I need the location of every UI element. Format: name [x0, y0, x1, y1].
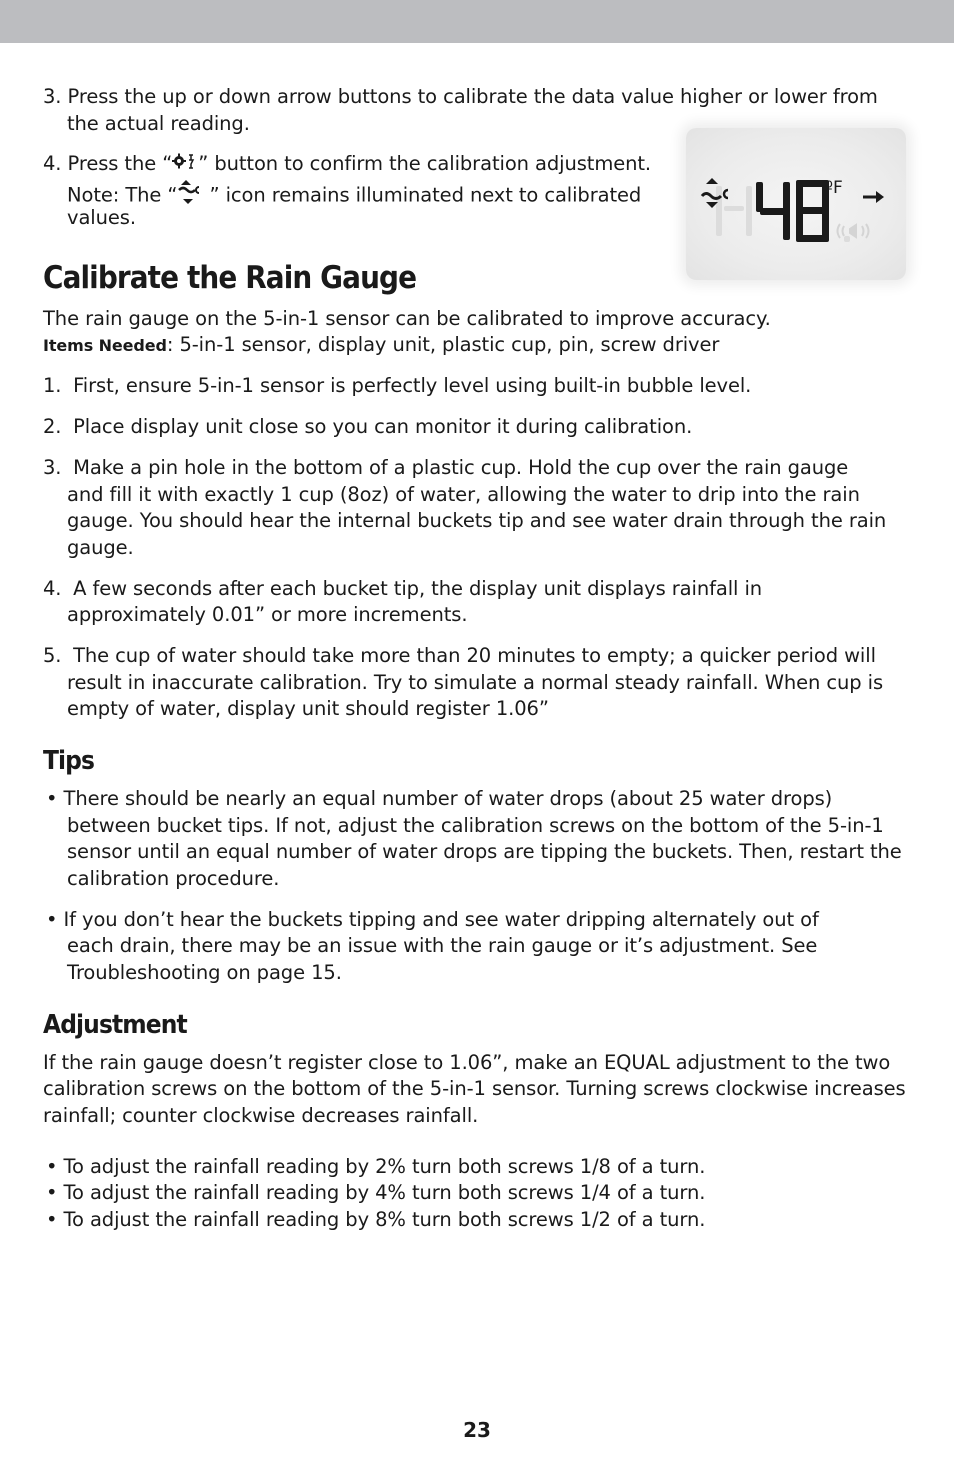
settings-wrench-icon — [172, 151, 198, 178]
top-step-4-note-end: values. — [67, 206, 136, 229]
tip-1-line: between bucket tips. If not, adjust the calibration screws on the bottom of the 5-in-1 — [67, 814, 884, 837]
adjustment-text: rainfall; counter clockwise decreases rainfall. — [43, 1104, 479, 1127]
step-5-line: empty of water, display unit should register 1.06” — [67, 697, 549, 720]
tip-2-line: Troubleshooting on page 15. — [67, 961, 342, 984]
step-5-line: result in inaccurate calibration. Try to simulate a normal steady rainfall. When cup is — [67, 671, 884, 694]
items-needed: Items Needed: 5-in-1 sensor, display unit, plastic cup, pin, screw driver — [43, 333, 720, 356]
step-1: 1. First, ensure 5-in-1 sensor is perfectly level using built-in bubble level. — [43, 374, 752, 397]
intro-text: The rain gauge on the 5-in-1 sensor can be calibrated to improve accuracy. — [43, 307, 771, 330]
adjustment-heading: Adjustment — [43, 1010, 187, 1040]
tip-2: • If you don’t hear the buckets tipping and see water dripping alternately out of — [46, 908, 819, 931]
items-needed-label: Items Needed — [43, 336, 167, 355]
top-step-4: 4. Press the “ ” button to confirm the calibration adjustment. — [43, 151, 651, 178]
top-step-3-cont: the actual reading. — [67, 112, 250, 135]
adjustment-text: If the rain gauge doesn’t register close to 1.06”, make an EQUAL adjustment to the two — [43, 1051, 891, 1074]
top-step-4-note: Note: The “ ” icon remains illuminated next to calibrated — [67, 178, 641, 214]
adjustment-bullet: • To adjust the rainfall reading by 2% turn both screws 1/8 of a turn. — [46, 1155, 706, 1178]
tip-1: • There should be nearly an equal number of water drops (about 25 water drops) — [46, 787, 833, 810]
step-2: 2. Place display unit close so you can monitor it during calibration. — [43, 415, 693, 438]
tip-1-line: calibration procedure. — [67, 867, 280, 890]
unit-label: ºF — [825, 178, 843, 198]
tip-2-line: each drain, there may be an issue with the rain gauge or it’s adjustment. See — [67, 934, 818, 957]
adjustment-bullet: • To adjust the rainfall reading by 4% turn both screws 1/4 of a turn. — [46, 1181, 706, 1204]
arrow-right-icon — [863, 191, 884, 203]
header-band — [0, 0, 954, 43]
step-4: 4. A few seconds after each bucket tip, the display unit displays rainfall in — [43, 577, 763, 600]
tips-heading: Tips — [43, 746, 95, 776]
step-5: 5. The cup of water should take more than 20 minutes to empty; a quicker period will — [43, 644, 876, 667]
speaker-icon — [838, 224, 869, 238]
page-number: 23 — [463, 1418, 491, 1442]
step-3-line: gauge. — [67, 536, 134, 559]
step-4-line: approximately 0.01” or more increments. — [67, 603, 468, 626]
step-3-line: gauge. You should hear the internal buckets tip and see water drain through the rain — [67, 509, 887, 532]
tip-1-line: sensor until an equal number of water drops are tipping the buckets. Then, restart the — [67, 840, 902, 863]
step-3-line: and fill it with exactly 1 cup (8oz) of water, allowing the water to drip into the rain — [67, 483, 860, 506]
step-3: 3. Make a pin hole in the bottom of a plastic cup. Hold the cup over the rain gauge — [43, 456, 849, 479]
top-step-3: 3. Press the up or down arrow buttons to calibrate the data value higher or lower from — [43, 85, 878, 108]
adjustment-bullet: • To adjust the rainfall reading by 8% turn both screws 1/2 of a turn. — [46, 1208, 706, 1231]
calibration-icon — [177, 178, 203, 214]
adjustment-text: calibration screws on the bottom of the 5-in-1 sensor. Turning screws clockwise increases — [43, 1077, 906, 1100]
lcd-display-illustration — [686, 128, 906, 280]
calibration-icon — [702, 178, 728, 208]
page-title: Calibrate the Rain Gauge — [43, 260, 417, 296]
